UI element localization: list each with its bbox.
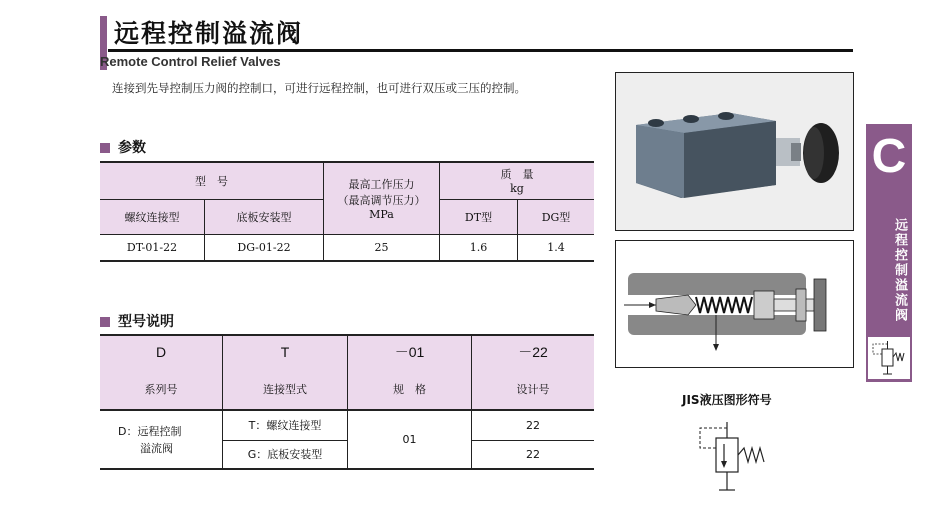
cell-pressure: 25 bbox=[324, 234, 440, 261]
side-tab-letter: C bbox=[871, 130, 907, 183]
label-design: 设计号 bbox=[472, 368, 595, 410]
side-tab-symbol-box bbox=[868, 337, 910, 379]
jis-relief-valve-symbol bbox=[692, 418, 772, 498]
code-connection: T bbox=[223, 335, 348, 368]
params-table bbox=[100, 161, 594, 262]
label-series: 系列号 bbox=[100, 368, 223, 410]
header-model: 型 号 bbox=[100, 162, 324, 199]
cell-dg-mass: 1.4 bbox=[518, 234, 595, 261]
model-section-heading bbox=[100, 311, 174, 331]
connection-threaded: T：螺纹连接型 bbox=[223, 410, 348, 440]
section-marker-icon bbox=[100, 143, 110, 153]
cell-threaded-model: DT-01-22 bbox=[126, 240, 178, 254]
connection-plate: G：底板安装型 bbox=[223, 440, 348, 469]
side-tab-text: 远程控制溢流阀 bbox=[892, 217, 907, 323]
model-code-table bbox=[100, 334, 594, 470]
header-threaded: 螺纹连接型 bbox=[100, 199, 205, 234]
cross-section-diagram bbox=[615, 240, 854, 368]
valve-photo-illustration bbox=[616, 73, 853, 230]
code-design: －22 bbox=[472, 335, 595, 368]
series-desc-line-1: D：远程控制 bbox=[118, 424, 182, 438]
code-size: －01 bbox=[348, 335, 472, 368]
label-connection: 连接型式 bbox=[223, 368, 348, 410]
description-text: 连接到先导控制压力阀的控制口，可进行远程控制，也可进行双压或三压的控制。 bbox=[112, 81, 526, 95]
product-photo bbox=[615, 72, 854, 231]
pressure-unit: MPa bbox=[369, 207, 394, 221]
model-section-title: 型号说明 bbox=[118, 314, 174, 330]
cell-plate-model: DG-01-22 bbox=[205, 234, 324, 261]
valve-cross-section-drawing bbox=[616, 241, 853, 367]
pressure-label-1: 最高工作压力 bbox=[348, 177, 415, 191]
params-section-title: 参数 bbox=[118, 140, 146, 156]
pressure-label-2: （最高调节压力） bbox=[337, 193, 426, 207]
side-tab-valve-icon bbox=[868, 337, 910, 379]
size-value: 01 bbox=[348, 410, 472, 469]
page-subtitle: Remote Control Relief Valves bbox=[100, 54, 281, 69]
section-marker-icon bbox=[100, 317, 110, 327]
design-value-2: 22 bbox=[472, 440, 595, 469]
code-series: D bbox=[100, 335, 223, 368]
header-pressure bbox=[324, 162, 440, 234]
header-mass bbox=[440, 162, 595, 199]
header-dg-mass: DG型 bbox=[518, 199, 595, 234]
series-description bbox=[100, 410, 223, 469]
design-value-1: 22 bbox=[472, 410, 595, 440]
title-underline bbox=[108, 49, 853, 52]
params-section-heading bbox=[100, 137, 146, 157]
jis-symbol-label: JIS液压图形符号 bbox=[682, 393, 772, 407]
label-size: 规 格 bbox=[348, 368, 472, 410]
header-dt-mass: DT型 bbox=[440, 199, 518, 234]
mass-label: 质 量 bbox=[500, 168, 534, 182]
mass-unit: kg bbox=[510, 182, 524, 196]
page-title: 远程控制溢流阀 bbox=[114, 19, 304, 48]
series-desc-line-2: 溢流阀 bbox=[140, 441, 173, 455]
cell-dt-mass: 1.6 bbox=[440, 234, 518, 261]
header-plate: 底板安装型 bbox=[205, 199, 324, 234]
